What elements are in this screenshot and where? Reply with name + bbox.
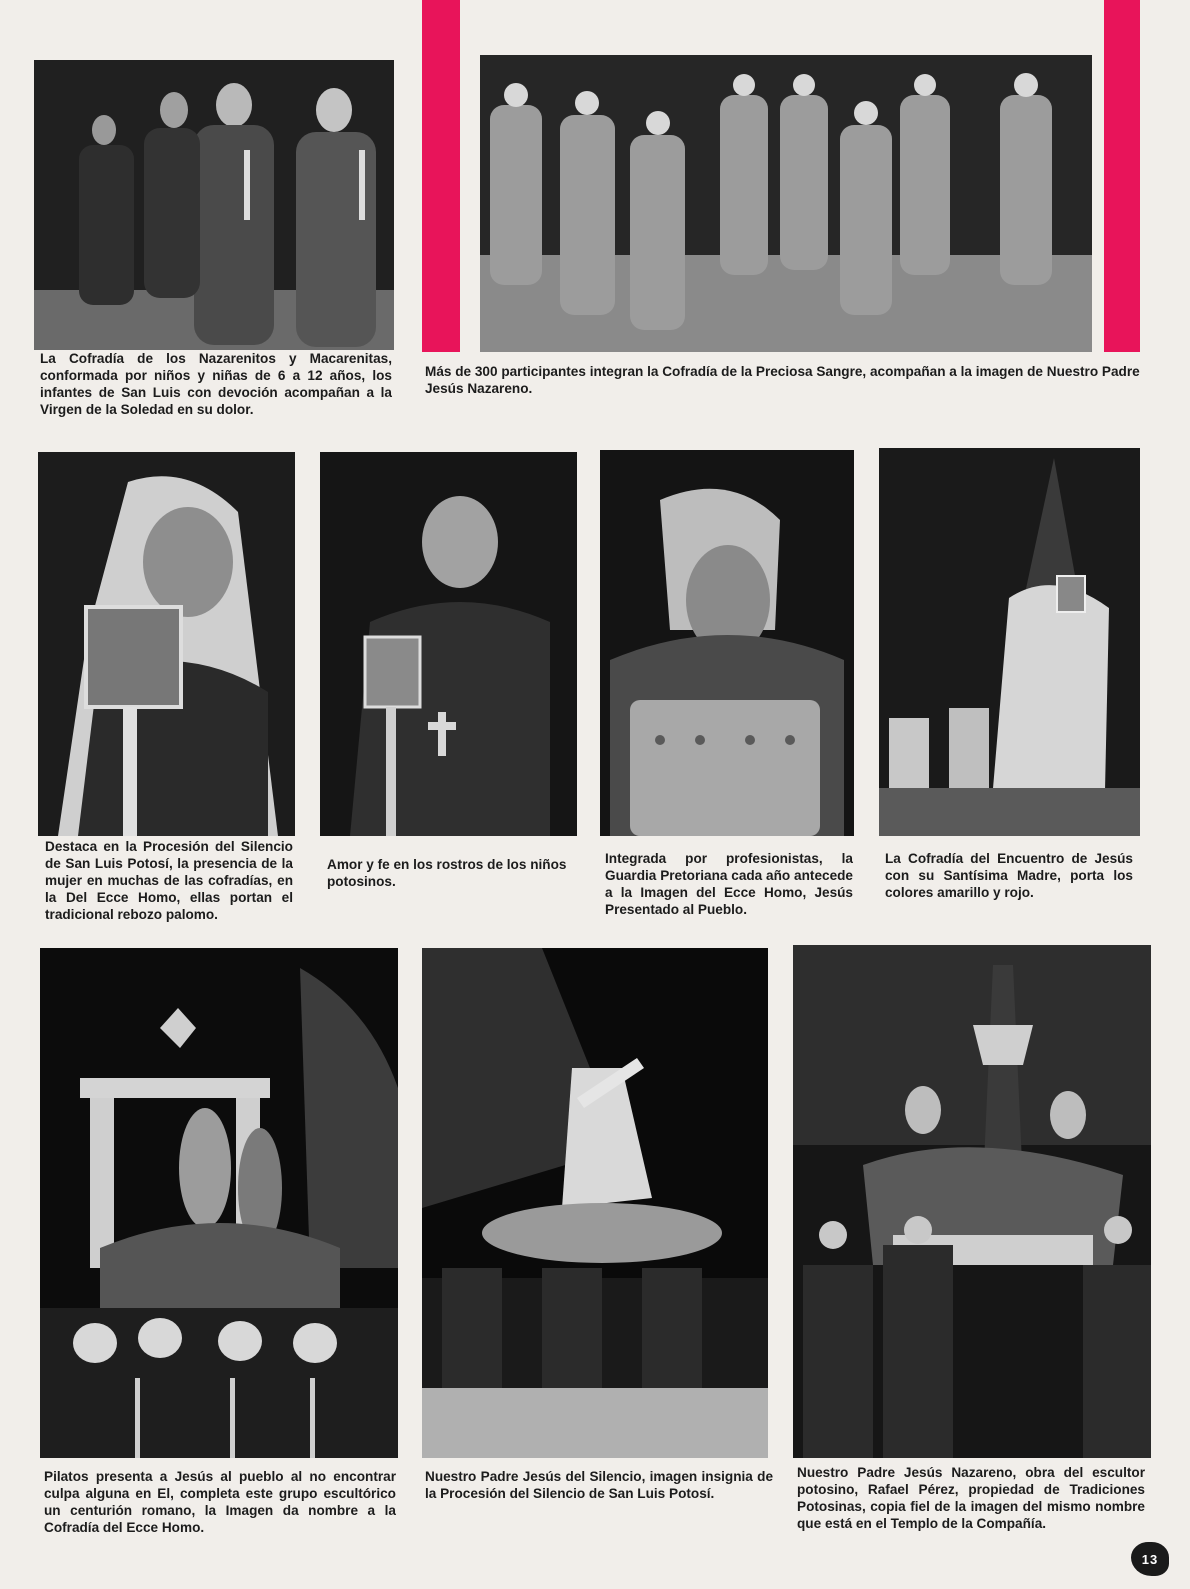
caption-rebozo-palomo: Destaca en la Procesión del Silencio de San Luis Potosí, la presencia de la mujer en muchas de las cofradías, en la Del Ecce Homo, ellas portan el tradicional rebozo palomo. [45,839,293,922]
photo-ecce-homo [40,948,398,1458]
accent-bar-left [422,0,460,352]
photo-ninos-potosinos [320,452,577,836]
caption-jesus-nazareno: Nuestro Padre Jesús Nazareno, obra del escultor potosino, Rafael Pérez, propiedad de Tradiciones Potosinas, copia fiel de la imagen del mismo nombre que está en el Templo de la Compañía. [797,1465,1145,1531]
caption-nazarenitos: La Cofradía de los Nazarenitos y Macarenitas, conformada por niños y niñas de 6 a 12 años, los infantes de San Luis con devoción acompañan a la Virgen de la Soledad en su dolor. [40,351,392,417]
photo-preciosa-sangre [480,55,1092,352]
caption-ninos-potosinos: Amor y fe en los rostros de los niños potosinos. [327,857,567,889]
photo-nazarenitos [34,60,394,350]
photo-rebozo-palomo [38,452,295,836]
caption-cofradia-encuentro: La Cofradía del Encuentro de Jesús con su Santísima Madre, porta los colores amarillo y rojo. [885,851,1133,900]
caption-jesus-del-silencio: Nuestro Padre Jesús del Silencio, imagen insignia de la Procesión del Silencio de San Luis Potosí. [425,1469,773,1501]
photo-cofradia-encuentro [879,448,1140,836]
photo-guardia-pretoriana [600,450,854,836]
caption-preciosa-sangre: Más de 300 participantes integran la Cofradía de la Preciosa Sangre, acompañan a la imagen de Nuestro Padre Jesús Nazareno. [425,364,1140,396]
photo-jesus-del-silencio [422,948,768,1458]
photo-jesus-nazareno [793,945,1151,1458]
caption-guardia-pretoriana: Integrada por profesionistas, la Guardia Pretoriana cada año antecede a la Imagen del Ecce Homo, Jesús Presentado al Pueblo. [605,851,853,917]
page-number: 13 [1131,1542,1169,1576]
accent-bar-right [1104,0,1140,352]
caption-ecce-homo: Pilatos presenta a Jesús al pueblo al no encontrar culpa alguna en El, completa este grupo escultórico un centurión romano, la Imagen da nombre a la Cofradía del Ecce Homo. [44,1469,396,1535]
